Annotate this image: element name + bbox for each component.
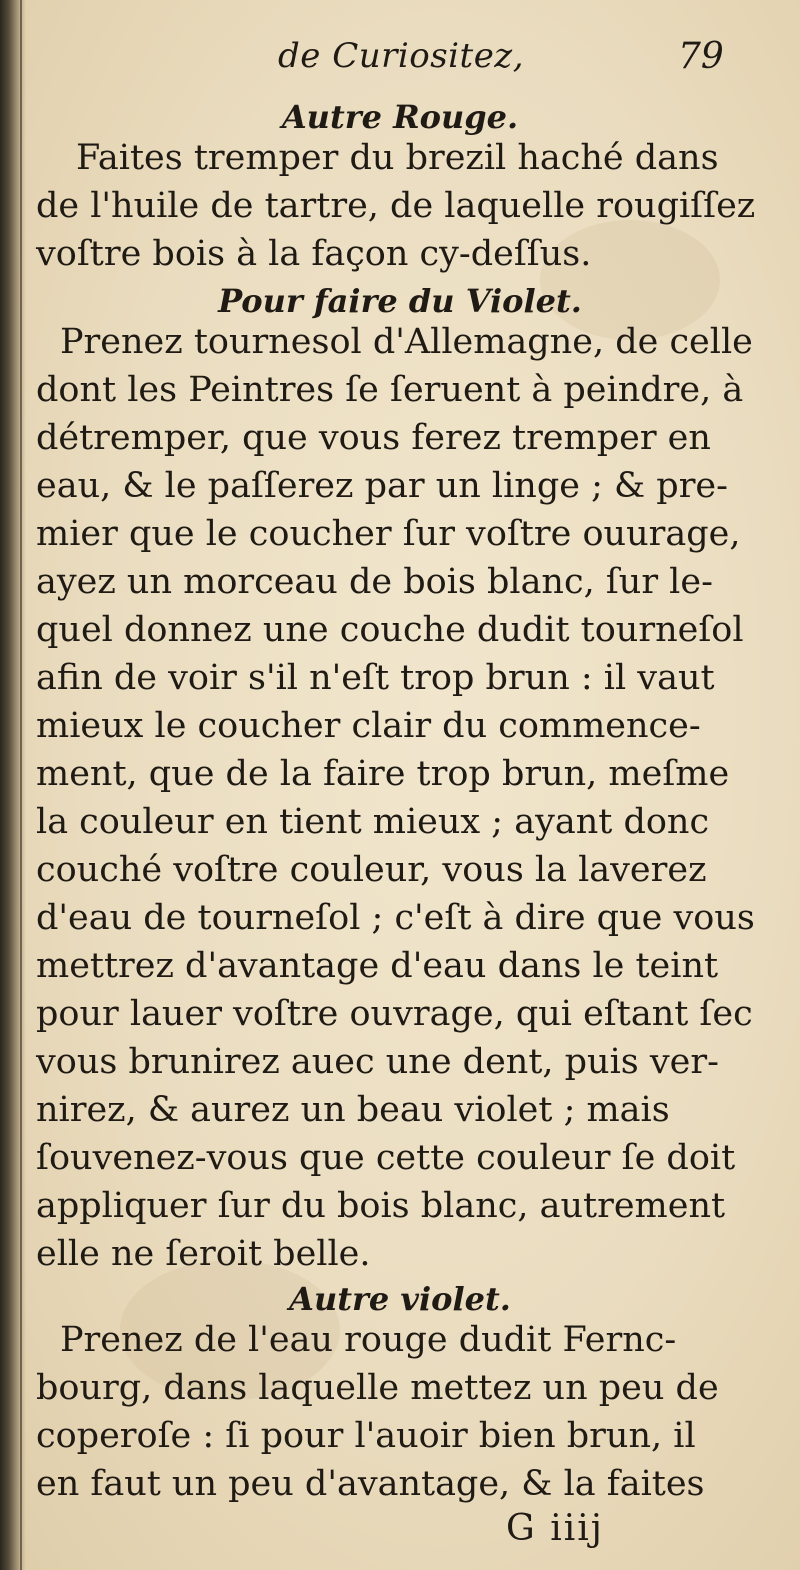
section-heading: Autre Rouge. xyxy=(281,98,519,136)
text-line: mier que le coucher ſur voſtre ouurage, xyxy=(36,514,741,554)
page-gutter-line xyxy=(20,0,22,1570)
book-spine-shadow xyxy=(0,0,26,1570)
text-line: nirez, & aurez un beau violet ; mais xyxy=(36,1090,670,1130)
text-line: mettrez d'avantage d'eau dans le teint xyxy=(36,946,719,986)
text-line: eau, & le paſſerez par un linge ; & pre- xyxy=(36,466,728,506)
text-line: elle ne ſeroit belle. xyxy=(36,1234,371,1274)
text-line: la couleur en tient mieux ; ayant donc xyxy=(36,802,710,842)
section-heading: Pour faire du Violet. xyxy=(218,282,582,320)
running-head xyxy=(0,36,800,86)
text-line: appliquer ſur du bois blanc, autrement xyxy=(36,1186,726,1226)
text-line: ayez un morceau de bois blanc, ſur le- xyxy=(36,562,713,602)
text-line: mieux le coucher clair du commence- xyxy=(36,706,701,746)
running-title: de Curiositez, xyxy=(278,36,525,76)
signature-mark: G iiij xyxy=(506,1508,604,1549)
text-line: pour lauer voſtre ouvrage, qui eſtant ſec xyxy=(36,994,753,1034)
section-heading: Autre violet. xyxy=(289,1280,511,1318)
text-line: ſouvenez-vous que cette couleur ſe doit xyxy=(36,1138,736,1178)
text-line: afin de voir s'il n'eſt trop brun : il vaut xyxy=(36,658,715,698)
text-line: quel donnez une couche dudit tourneſol xyxy=(36,610,744,650)
text-line: de l'huile de tartre, de laquelle rougiſſez xyxy=(36,186,756,226)
text-line: ment, que de la faire trop brun, meſme xyxy=(36,754,730,794)
text-line: détremper, que vous ferez tremper en xyxy=(36,418,711,458)
text-line: en faut un peu d'avantage, & la faites xyxy=(36,1464,705,1504)
text-line: bourg, dans laquelle mettez un peu de xyxy=(36,1368,719,1408)
text-line: Prenez de l'eau rouge dudit Fernc- xyxy=(60,1320,677,1360)
text-line: dont les Peintres ſe ſeruent à peindre, à xyxy=(36,370,744,410)
text-line: vous brunirez auec une dent, puis ver- xyxy=(36,1042,719,1082)
text-line: coperoſe : ſi pour l'auoir bien brun, il xyxy=(36,1416,696,1456)
text-line: d'eau de tourneſol ; c'eſt à dire que vous xyxy=(36,898,755,938)
text-line: Prenez tournesol d'Allemagne, de celle xyxy=(60,322,753,362)
page-number: 79 xyxy=(678,36,724,77)
text-line: couché voſtre couleur, vous la laverez xyxy=(36,850,707,890)
text-line: voſtre bois à la façon cy-deſſus. xyxy=(36,234,592,274)
text-line: Faites tremper du brezil haché dans xyxy=(76,138,719,178)
